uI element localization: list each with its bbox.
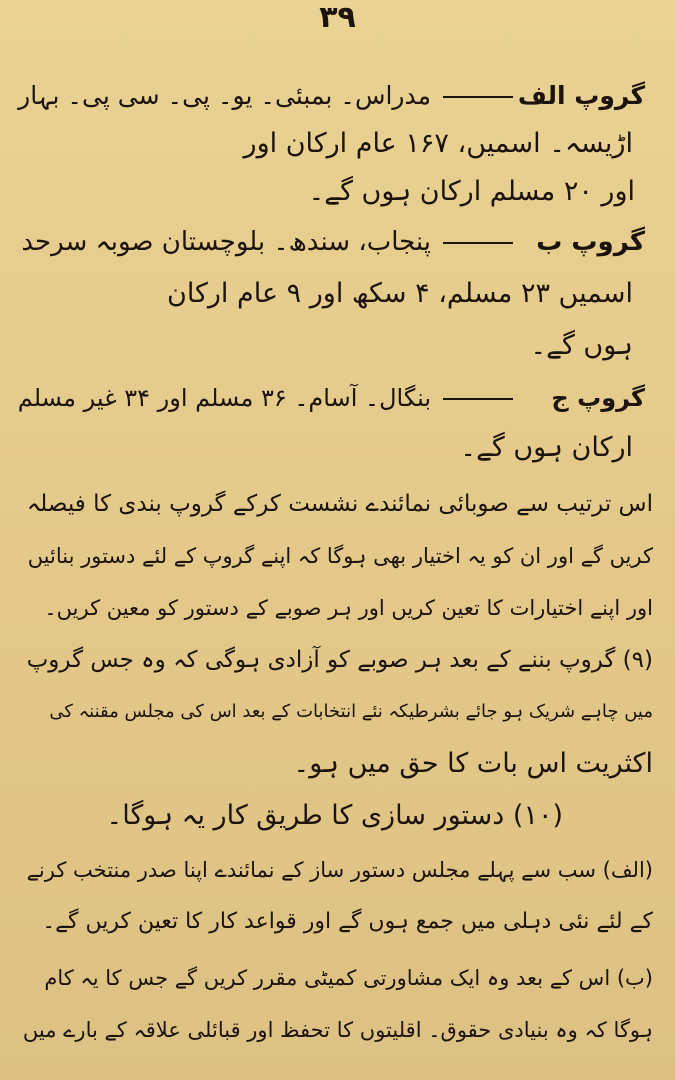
paragraph-2-line-2: میں چاہے شریک ہو جائے بشرطیکہ نئے انتخابات کے بعد اس کی مجلس مقننہ کی <box>49 701 653 722</box>
paragraph-1-line-1: اس ترتیب سے صوبائی نمائندے نشست کرکے گروپ بندی کا فیصلہ <box>26 491 653 517</box>
group-b-text-1: پنجاب، سندھ۔ بلوچستان صوبہ سرحد <box>21 227 431 257</box>
group-b-label: گروپ ب <box>536 227 645 257</box>
group-b-line-2: اسمیں ۲۳ مسلم، ۴ سکھ اور ۹ عام ارکان <box>166 278 633 309</box>
group-a-text-1: مدراس۔ بمبئی۔ یو۔ پی۔ سی پی۔ بہار <box>18 81 431 110</box>
group-b-line-3: ہوں گے۔ <box>530 330 633 361</box>
group-a-line-2: اڑیسہ۔ اسمیں، ۱۶۷ عام ارکان اور <box>243 128 633 159</box>
dash-separator <box>443 398 513 400</box>
group-c-label: گروپ ج <box>551 384 645 412</box>
dash-separator <box>443 242 513 244</box>
group-a-label: گروپ الف <box>517 81 645 110</box>
group-c-line-1 <box>18 378 645 418</box>
group-b-line-1 <box>21 222 645 262</box>
page-number: ۳۹ <box>319 0 356 35</box>
group-a-line-3: اور ۲۰ مسلم ارکان ہوں گے۔ <box>308 176 635 207</box>
item-a-line-1: (الف) سب سے پہلے مجلس دستور ساز کے نمائندے اپنا صدر منتخب کرنے <box>26 858 653 882</box>
section-10-heading: (۱۰) دستور سازی کا طریق کار یہ ہوگا۔ <box>106 800 563 831</box>
group-c-line-2: ارکان ہوں گے۔ <box>460 432 633 463</box>
paragraph-1-line-3: اور اپنے اختیارات کا تعین کریں اور ہر صوبے کے دستور کو معین کریں۔ <box>44 596 653 620</box>
dash-separator <box>443 96 513 98</box>
group-a-line-1 <box>18 76 645 116</box>
item-a-line-2: کے لئے نئی دہلی میں جمع ہوں گے اور قواعد کار کا تعین کریں گے۔ <box>42 909 653 934</box>
group-c-text-1: بنگال۔ آسام۔ ۳۶ مسلم اور ۳۴ غیر مسلم <box>17 384 431 412</box>
paragraph-1-line-2: کریں گے اور ان کو یہ اختیار بھی ہوگا کہ اپنے گروپ کے لئے دستور بنائیں <box>27 544 653 568</box>
item-b-line-1: (ب) اس کے بعد وہ ایک مشاورتی کمیٹی مقرر کریں گے جس کا یہ کام <box>44 966 653 990</box>
paragraph-2-line-1: (۹) گروپ بننے کے بعد ہر صوبے کو آزادی ہوگی کہ وہ جس گروپ <box>26 647 653 673</box>
paragraph-2-line-3: اکثریت اس بات کا حق میں ہو۔ <box>293 748 653 779</box>
item-b-line-2: ہوگا کہ وہ بنیادی حقوق۔ اقلیتوں کا تحفظ اور قبائلی علاقہ کے بارے میں <box>22 1018 653 1042</box>
